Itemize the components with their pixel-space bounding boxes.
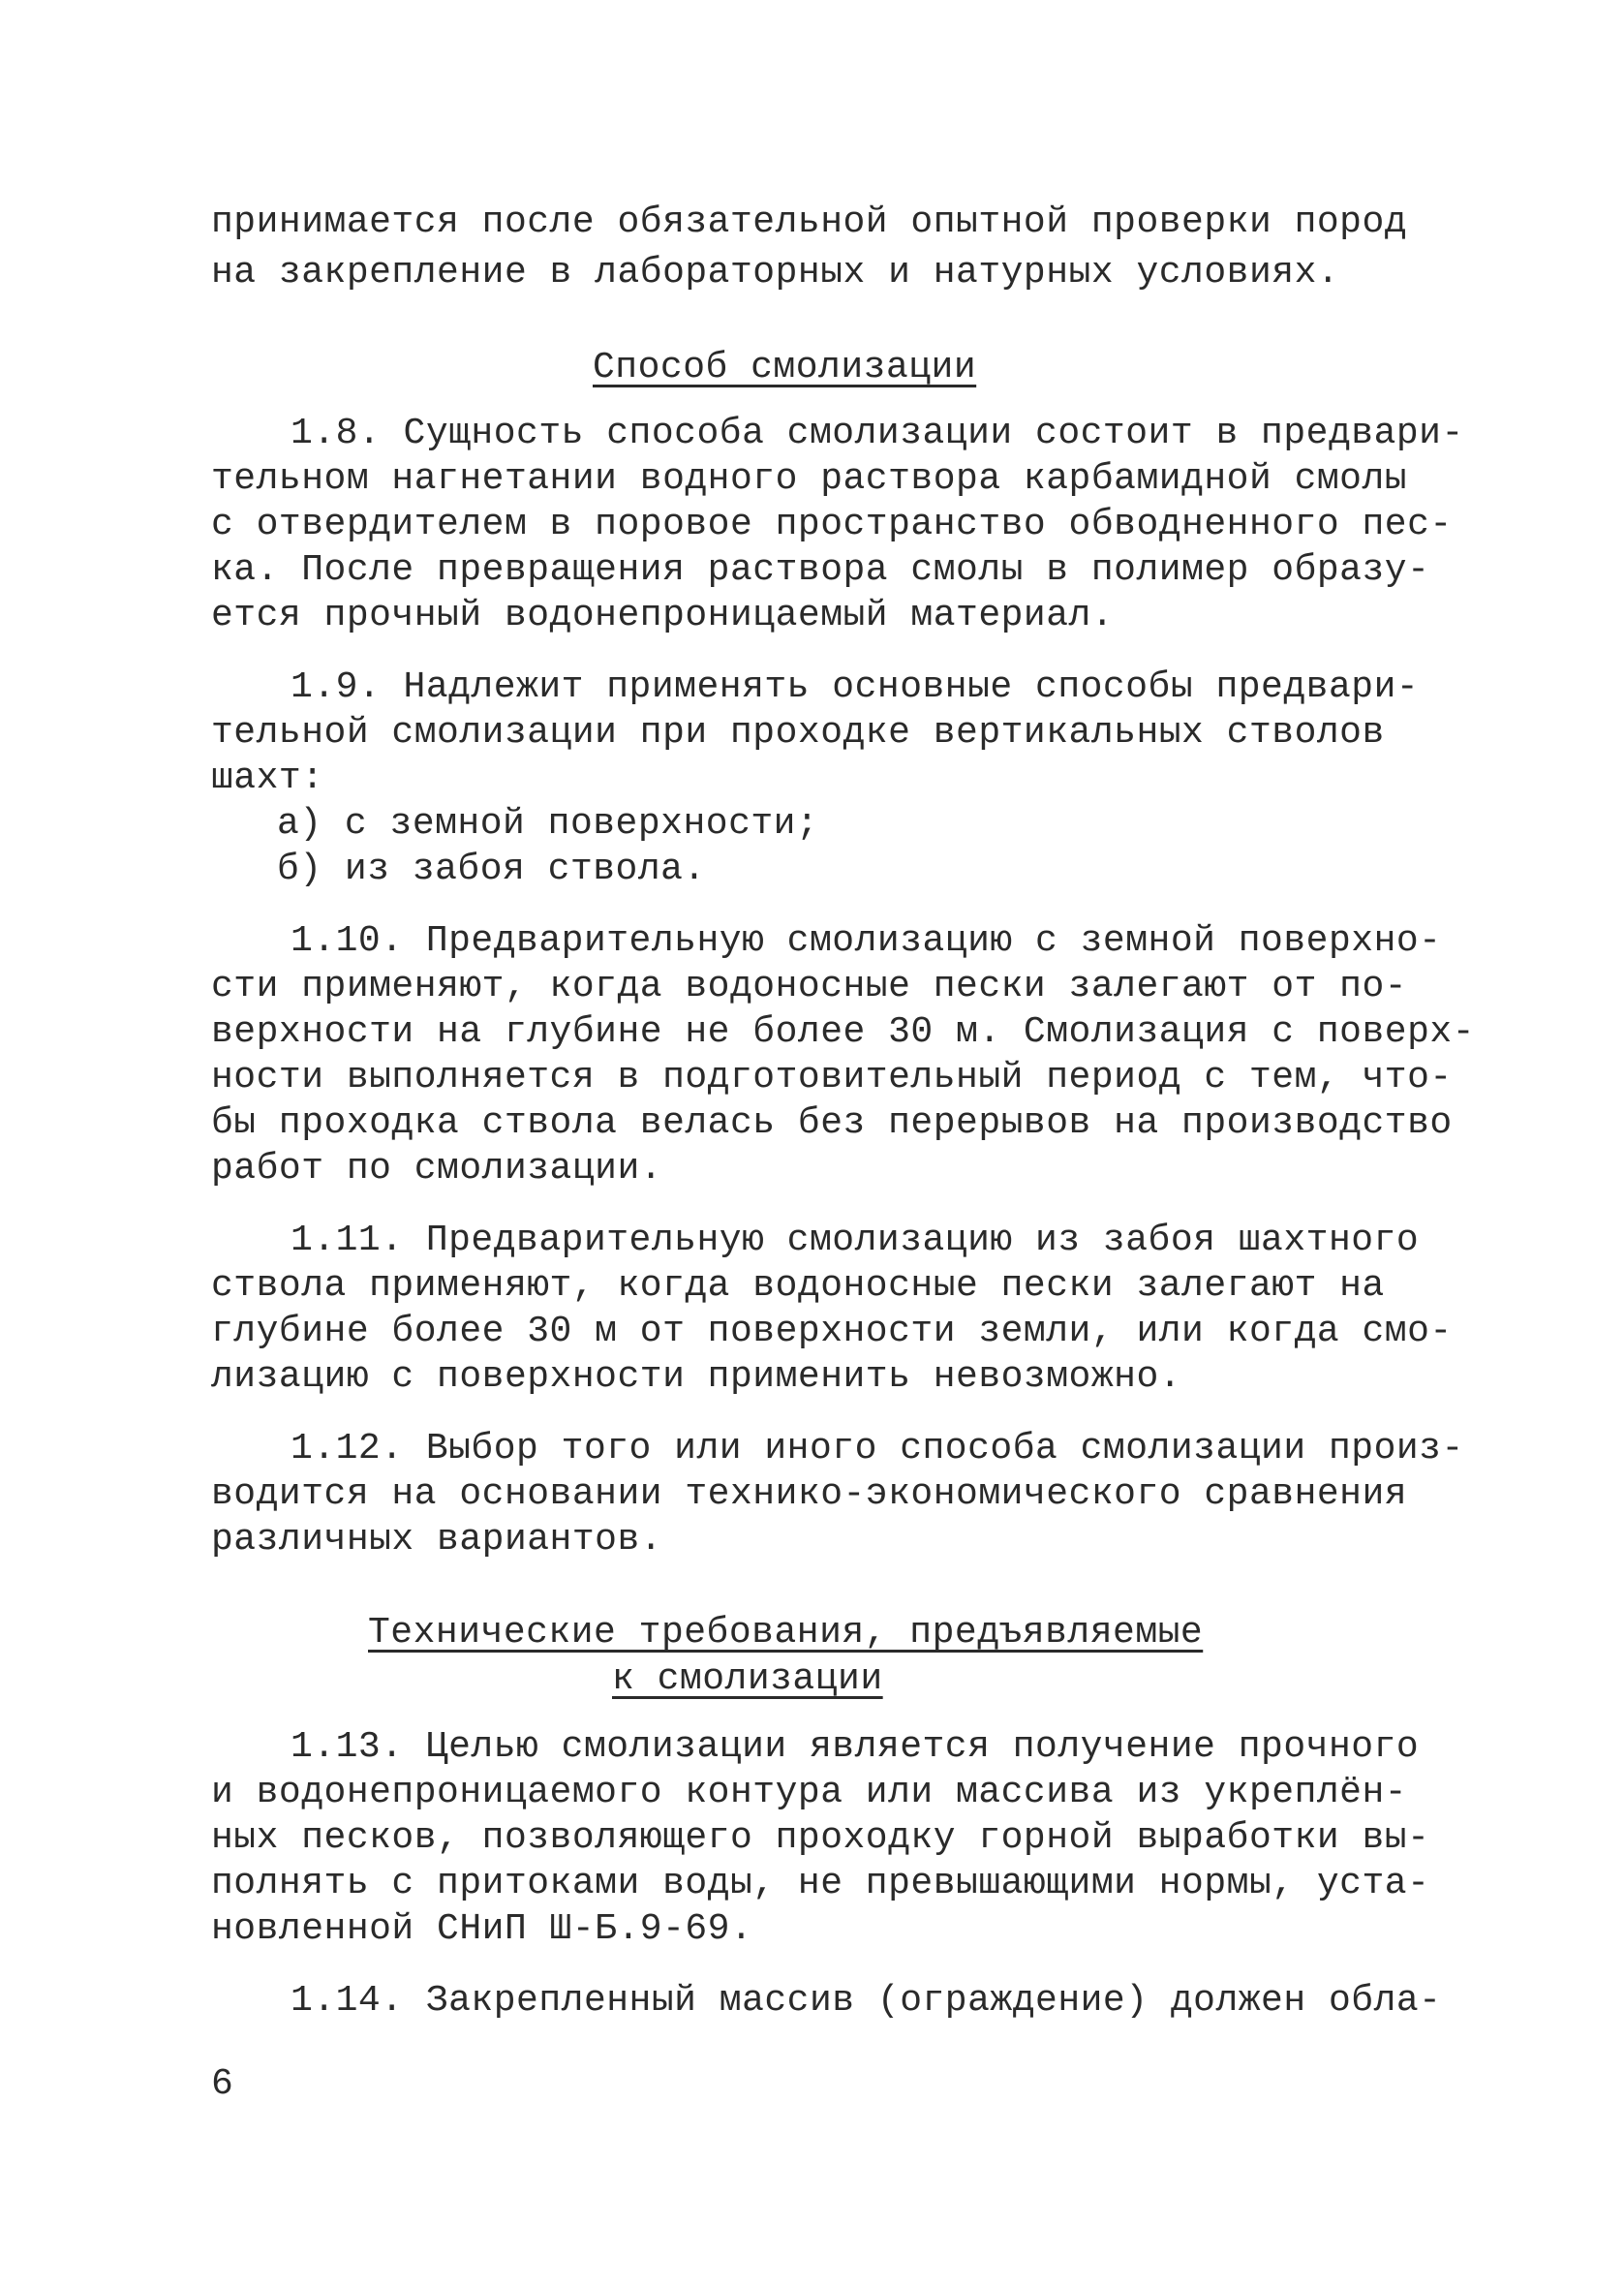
paragraph-line: ности выполняется в подготовительный период с тем, что- <box>211 1057 1453 1098</box>
paragraph-line: и водонепроницаемого контура или массива из укреплён- <box>211 1772 1408 1813</box>
paragraph-line: бы проходка ствола велась без перерывов на производство <box>211 1102 1453 1144</box>
paragraph-line: лизацию с поверхности применить невозможно. <box>211 1356 1182 1398</box>
paragraph-line: новленной СНиП Ш-Б.9-69. <box>211 1908 753 1950</box>
paragraph-line: водится на основании технико-экономического сравнения <box>211 1473 1408 1515</box>
list-item: а) с земной поверхности; <box>277 803 819 845</box>
paragraph-line: полнять с притоками воды, не превышающими нормы, уста- <box>211 1863 1430 1904</box>
paragraph-line: 1.12. Выбор того или иного способа смолизации произ- <box>291 1428 1464 1469</box>
paragraph-line: сти применяют, когда водоносные пески залегают от по- <box>211 966 1408 1007</box>
paragraph-line: с отвердителем в поровое пространство обводненного пес- <box>211 504 1453 545</box>
paragraph-line: 1.14. Закрепленный массив (ограждение) должен обла- <box>291 1980 1442 2022</box>
paragraph-line: тельном нагнетании водного раствора карбамидной смолы <box>211 458 1408 500</box>
paragraph-line: 1.9. Надлежит применять основные способы предвари- <box>291 666 1420 708</box>
paragraph-line: глубине более 30 м от поверхности земли, или когда смо- <box>211 1311 1453 1352</box>
page-number: 6 <box>211 2063 234 2105</box>
paragraph-line: работ по смолизации. <box>211 1148 663 1190</box>
paragraph-line: верхности на глубине не более 30 м. Смолизация с поверх- <box>211 1011 1476 1053</box>
paragraph-line: 1.11. Предварительную смолизацию из забоя шахтного <box>291 1220 1420 1261</box>
paragraph-line: ка. После превращения раствора смолы в полимер образу- <box>211 549 1430 591</box>
section-heading: Технические требования, предъявляемые <box>368 1612 1204 1654</box>
paragraph-line: шахт: <box>211 758 324 799</box>
paragraph-line: тельной смолизации при проходке вертикальных стволов <box>211 712 1385 754</box>
paragraph-line: принимается после обязательной опытной проверки пород <box>211 201 1408 243</box>
paragraph-line: различных вариантов. <box>211 1519 663 1561</box>
paragraph-line: ных песков, позволяющего проходку горной выработки вы- <box>211 1817 1430 1859</box>
paragraph-line: 1.8. Сущность способа смолизации состоит в предвари- <box>291 413 1464 454</box>
paragraph-line: 1.10. Предварительную смолизацию с земной поверхно- <box>291 920 1442 962</box>
section-heading: Способ смолизации <box>593 347 977 388</box>
paragraph-line: ствола применяют, когда водоносные пески залегают на <box>211 1265 1385 1307</box>
paragraph-line: ется прочный водонепроницаемый материал. <box>211 595 1115 636</box>
section-heading: к смолизации <box>612 1658 883 1700</box>
list-item: б) из забоя ствола. <box>277 849 706 890</box>
paragraph-line: на закрепление в лабораторных и натурных условиях. <box>211 252 1340 294</box>
paragraph-line: 1.13. Целью смолизации является получение прочного <box>291 1726 1420 1768</box>
